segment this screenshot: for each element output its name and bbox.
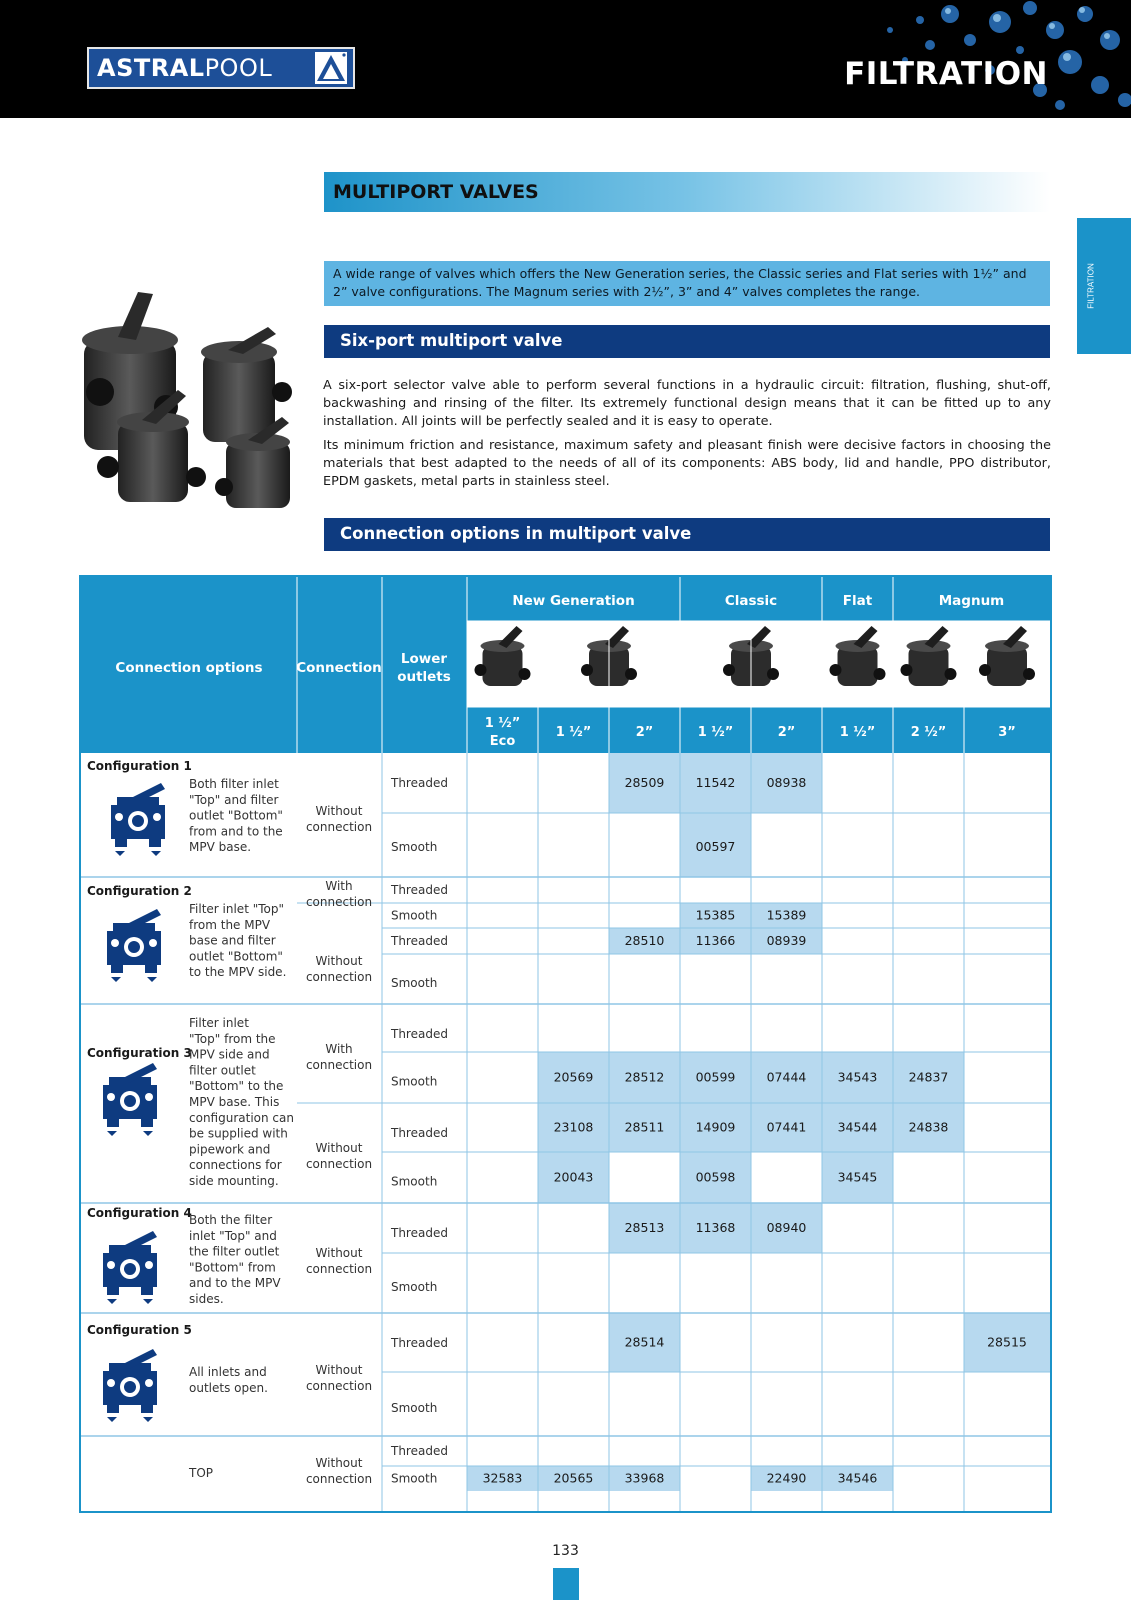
six-port-paragraph-2: Its minimum friction and resistance, maximum safety and pleasant finish were decisive factors in choosing the materials that best adapted to the needs of all of its components: ABS body, lid and handle, PPO distributor, EPDM gaskets, metal parts in stainless steel. bbox=[323, 438, 1051, 489]
header-connection: Connection bbox=[296, 660, 382, 676]
part-number: 20043 bbox=[553, 1169, 594, 1185]
side-tab-label: FILTRATION bbox=[1086, 263, 1096, 309]
valve-thumb-port bbox=[979, 664, 991, 676]
section-title: FILTRATION bbox=[844, 56, 1048, 92]
config-description-line: Both filter inlet bbox=[189, 777, 279, 791]
config-description-line: base and filter bbox=[189, 933, 276, 948]
connection-label-with: With bbox=[325, 1042, 353, 1056]
part-number: 28510 bbox=[624, 933, 665, 948]
config-description-line: sides. bbox=[189, 1292, 224, 1306]
icon-foot bbox=[111, 965, 123, 973]
group-header-1: Classic bbox=[724, 593, 778, 609]
icon-dial bbox=[124, 1263, 136, 1275]
config-description-line: pipework and bbox=[189, 1142, 271, 1157]
six-port-heading: Six-port multiport valve bbox=[324, 325, 1050, 358]
configuration-valve-icon bbox=[107, 909, 161, 982]
header-lower-outlets-1: Lower bbox=[400, 651, 448, 667]
config-description-line: filter outlet bbox=[189, 1063, 256, 1078]
connection-label-without: connection bbox=[305, 1472, 373, 1486]
config-description-line: outlet "Bottom" bbox=[189, 949, 283, 964]
part-number: 34545 bbox=[837, 1169, 878, 1185]
size-label-5: 1 ½” bbox=[839, 725, 876, 740]
six-port-paragraph-1: A six-port selector valve able to perform several functions in a hydraulic circuit: filtration, flushing, shut-off, backwashing and rinsing of the filter. Its extremely functional design means that it can be fitted up to any installation. All joints will be perfectly sealed and it is easy to operate. bbox=[323, 378, 1051, 429]
part-number: 07444 bbox=[766, 1069, 807, 1085]
connection-label-without: Without bbox=[315, 1456, 363, 1470]
icon-foot bbox=[141, 1287, 153, 1295]
config-description-line: "Bottom" from bbox=[189, 1260, 276, 1275]
part-number: 11366 bbox=[695, 933, 736, 948]
part-number: 33968 bbox=[624, 1470, 665, 1486]
icon-dial bbox=[128, 941, 140, 953]
config-description-line: MPV base. bbox=[189, 840, 252, 855]
config-description-line: the filter outlet bbox=[189, 1244, 280, 1259]
group-header-3: Magnum bbox=[938, 593, 1005, 609]
page-header bbox=[0, 0, 1131, 118]
icon-arrow bbox=[107, 1417, 117, 1422]
icon-port bbox=[145, 1261, 153, 1269]
config-description-line: and to the MPV bbox=[189, 1276, 281, 1291]
valve-thumb-port bbox=[475, 664, 487, 676]
part-number: 34544 bbox=[837, 1119, 878, 1135]
config-description-line: "Top" and filter bbox=[189, 792, 279, 807]
valve-thumb-port bbox=[901, 664, 913, 676]
connection-label-with: connection bbox=[305, 1058, 373, 1072]
icon-port bbox=[111, 939, 119, 947]
part-number: 22490 bbox=[766, 1470, 807, 1486]
side-section-tab bbox=[1077, 218, 1131, 354]
part-number: 08939 bbox=[766, 933, 807, 948]
configuration-valve-icon bbox=[103, 1231, 157, 1304]
part-number: 34543 bbox=[837, 1069, 878, 1085]
part-number: 24838 bbox=[908, 1119, 949, 1135]
config-description-line: outlets open. bbox=[189, 1380, 268, 1395]
icon-arrow bbox=[111, 977, 121, 982]
icon-foot bbox=[107, 1405, 119, 1413]
icon-foot bbox=[115, 839, 127, 847]
connection-label-without: connection bbox=[305, 1379, 373, 1393]
outlet-label-smooth: Smooth bbox=[391, 840, 438, 854]
icon-dial bbox=[132, 815, 144, 827]
config-description-line: "Top" from the bbox=[189, 1031, 276, 1046]
config-description-line: outlet "Bottom" bbox=[189, 808, 283, 823]
config-description-line: to the MPV side. bbox=[189, 965, 287, 980]
part-number: 20569 bbox=[553, 1069, 594, 1085]
intro-box: A wide range of valves which offers the New Generation series, the Classic series and Flat series with 1½” and 2” valve configurations. The Magnum series with 2½”, 3” and 4” valves completes the range. bbox=[324, 261, 1050, 306]
page-number: 133 bbox=[552, 1543, 579, 1559]
part-number: 28513 bbox=[624, 1220, 665, 1235]
part-number: 28514 bbox=[624, 1334, 665, 1350]
page-number-tab bbox=[553, 1568, 579, 1600]
outlet-label-threaded: Threaded bbox=[391, 934, 448, 948]
outlet-label-threaded: Threaded bbox=[391, 883, 448, 897]
icon-foot bbox=[107, 1287, 119, 1295]
outlet-label-threaded: Threaded bbox=[391, 1126, 448, 1140]
part-number: 24837 bbox=[908, 1069, 949, 1085]
header-connection-options: Connection options bbox=[115, 660, 263, 676]
part-number: 11368 bbox=[695, 1220, 736, 1235]
logo-wordmark bbox=[89, 54, 272, 82]
valve-thumb-port bbox=[625, 668, 637, 680]
config-name-3: Configuration 3 bbox=[87, 1046, 192, 1060]
connection-label-without: Without bbox=[315, 1141, 363, 1155]
part-number: 23108 bbox=[553, 1119, 594, 1135]
part-number: 11542 bbox=[695, 775, 736, 790]
connection-label-without: connection bbox=[305, 970, 373, 984]
logo-word-pool: POOL bbox=[204, 54, 273, 82]
connection-options-heading: Connection options in multiport valve bbox=[324, 518, 1050, 551]
size-label-1: 1 ½” bbox=[555, 725, 592, 740]
group-header-2: Flat bbox=[842, 593, 873, 609]
size-label-6: 2 ½” bbox=[910, 725, 947, 740]
config-description-line: from and to the bbox=[189, 824, 283, 839]
valve-thumb-port bbox=[1023, 668, 1035, 680]
icon-port bbox=[107, 1093, 115, 1101]
size-label-3: 1 ½” bbox=[697, 725, 734, 740]
connection-label-with: connection bbox=[305, 895, 373, 909]
part-number: 08938 bbox=[766, 775, 807, 790]
config-name-1: Configuration 1 bbox=[87, 759, 192, 773]
size-label-4: 2” bbox=[777, 725, 796, 740]
page-title-bar bbox=[324, 172, 1050, 212]
icon-foot bbox=[145, 965, 157, 973]
icon-foot bbox=[149, 839, 161, 847]
outlet-label-threaded: Threaded bbox=[391, 1336, 448, 1350]
icon-foot bbox=[107, 1119, 119, 1127]
astralpool-logo bbox=[87, 47, 355, 89]
valve-thumb-port bbox=[767, 668, 779, 680]
connection-label-without: connection bbox=[305, 1157, 373, 1171]
config-description-line: connections for bbox=[189, 1158, 282, 1173]
outlet-label-smooth: Smooth bbox=[391, 976, 438, 990]
connection-label-with: With bbox=[325, 879, 353, 893]
page-title: MULTIPORT VALVES bbox=[333, 181, 539, 203]
config-description-line: inlet "Top" and bbox=[189, 1228, 277, 1243]
part-number: 34546 bbox=[837, 1470, 878, 1486]
config-description-line: All inlets and bbox=[189, 1365, 267, 1379]
icon-port bbox=[145, 1379, 153, 1387]
table-graphic bbox=[81, 577, 1050, 1511]
icon-port bbox=[107, 1379, 115, 1387]
valve-thumb-port bbox=[581, 664, 593, 676]
part-number: 15385 bbox=[695, 907, 736, 923]
valve-thumb-port bbox=[830, 664, 842, 676]
size-label-0: 1 ½” bbox=[484, 716, 521, 731]
icon-dial bbox=[124, 1095, 136, 1107]
configuration-valve-icon bbox=[111, 783, 165, 856]
valve-thumb-port bbox=[723, 664, 735, 676]
valve-thumb-port bbox=[519, 668, 531, 680]
outlet-label-threaded: Threaded bbox=[391, 1226, 448, 1240]
outlet-label-smooth: Smooth bbox=[391, 1280, 438, 1294]
config-description-line: "Bottom" to the bbox=[189, 1079, 284, 1094]
part-number: 28515 bbox=[987, 1334, 1027, 1350]
config-description-line: Filter inlet "Top" bbox=[189, 902, 284, 916]
config-name-2: Configuration 2 bbox=[87, 884, 192, 898]
part-number: 15389 bbox=[766, 907, 807, 923]
outlet-label-threaded: Threaded bbox=[391, 1444, 448, 1458]
part-number: 00598 bbox=[695, 1169, 736, 1185]
part-number: 20565 bbox=[553, 1470, 594, 1486]
connection-label-without: connection bbox=[305, 1262, 373, 1276]
part-number: 28511 bbox=[624, 1119, 665, 1135]
config-description-line: TOP bbox=[189, 1466, 214, 1480]
valve-thumb-port bbox=[874, 668, 886, 680]
icon-port bbox=[145, 1093, 153, 1101]
config-description-line: be supplied with bbox=[189, 1126, 288, 1141]
configuration-valve-icon bbox=[103, 1063, 157, 1136]
outlet-label-smooth: Smooth bbox=[391, 1471, 438, 1486]
icon-arrow bbox=[143, 1417, 153, 1422]
connection-label-without: Without bbox=[315, 1246, 363, 1260]
valve-thumb-port bbox=[945, 668, 957, 680]
icon-arrow bbox=[143, 1299, 153, 1304]
icon-foot bbox=[141, 1405, 153, 1413]
config-name-5: Configuration 5 bbox=[87, 1323, 192, 1337]
icon-port bbox=[149, 939, 157, 947]
icon-arrow bbox=[115, 851, 125, 856]
part-number: 00599 bbox=[695, 1069, 736, 1085]
icon-arrow bbox=[107, 1131, 117, 1136]
logo-triangle-icon bbox=[315, 52, 347, 84]
icon-port bbox=[153, 813, 161, 821]
icon-dial bbox=[124, 1381, 136, 1393]
size-label-7: 3” bbox=[998, 725, 1016, 740]
config-description-line: MPV side and bbox=[189, 1047, 270, 1062]
header-lower-outlets-2: outlets bbox=[397, 669, 451, 685]
group-header-0: New Generation bbox=[512, 593, 635, 609]
logo-word-astral: ASTRAL bbox=[97, 54, 205, 82]
config-description-line: from the MPV bbox=[189, 917, 271, 932]
icon-port bbox=[115, 813, 123, 821]
icon-port bbox=[107, 1261, 115, 1269]
config-description-line: side mounting. bbox=[189, 1174, 279, 1188]
config-description-line: MPV base. This bbox=[189, 1095, 280, 1109]
connection-label-without: Without bbox=[315, 954, 363, 968]
connection-label-without: Without bbox=[315, 1363, 363, 1377]
multiport-valves-photo bbox=[78, 282, 296, 514]
connection-label-without: Without bbox=[315, 804, 363, 818]
icon-arrow bbox=[147, 977, 157, 982]
part-number: 28512 bbox=[624, 1069, 665, 1085]
outlet-label-threaded: Threaded bbox=[391, 1027, 448, 1041]
outlet-label-smooth: Smooth bbox=[391, 1174, 438, 1189]
part-number: 07441 bbox=[766, 1119, 807, 1135]
outlet-label-smooth: Smooth bbox=[391, 1074, 438, 1089]
outlet-label-smooth: Smooth bbox=[391, 908, 438, 923]
connection-label-without: connection bbox=[305, 820, 373, 834]
icon-arrow bbox=[107, 1299, 117, 1304]
configuration-valve-icon bbox=[103, 1349, 157, 1422]
size-label-2: 2” bbox=[635, 725, 654, 740]
part-number: 28509 bbox=[624, 775, 665, 790]
part-number: 08940 bbox=[766, 1220, 807, 1235]
icon-foot bbox=[141, 1119, 153, 1127]
config-description-line: Both the filter bbox=[189, 1213, 273, 1227]
config-description-line: configuration can bbox=[189, 1110, 294, 1125]
size-label-eco: Eco bbox=[489, 734, 516, 749]
icon-arrow bbox=[151, 851, 161, 856]
config-name-4: Configuration 4 bbox=[87, 1206, 192, 1220]
icon-arrow bbox=[143, 1131, 153, 1136]
part-number: 32583 bbox=[482, 1470, 523, 1486]
connection-options-table bbox=[79, 575, 1052, 1513]
outlet-label-smooth: Smooth bbox=[391, 1401, 438, 1415]
outlet-label-threaded: Threaded bbox=[391, 776, 448, 790]
part-number: 00597 bbox=[695, 839, 736, 854]
part-number: 14909 bbox=[695, 1119, 736, 1135]
config-description-line: Filter inlet bbox=[189, 1016, 249, 1030]
